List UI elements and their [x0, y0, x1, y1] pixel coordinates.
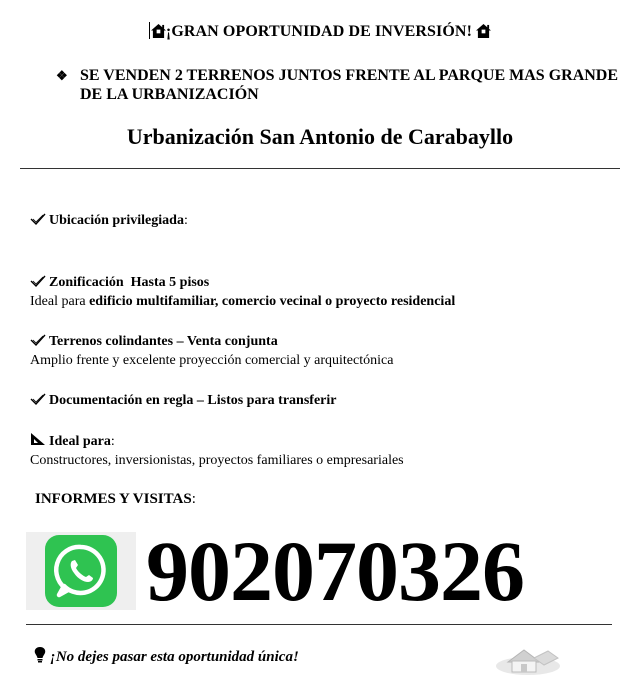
lightbulb-icon — [34, 647, 46, 663]
diamond-bullet-icon: ❖ — [56, 68, 68, 83]
house-icon — [151, 24, 166, 38]
item-ideal — [30, 433, 630, 470]
sale-announcement — [56, 66, 626, 104]
check-icon — [30, 334, 46, 346]
item-terrenos — [30, 333, 630, 370]
sale-announcement-text: SE VENDEN 2 TERRENOS JUNTOS FRENTE AL PARQUE MAS GRANDE DE LA URBANIZACIÓN — [80, 67, 619, 103]
item-ubicacion-colon: : — [183, 213, 188, 228]
footer-message — [34, 647, 299, 666]
item-zonificacion-desc: edificio multifamiliar, comercio vecinal o proyecto residencial — [89, 294, 456, 309]
divider — [20, 168, 620, 169]
location-subtitle: Urbanización San Antonio de Carabayllo — [126, 124, 514, 149]
item-zonificacion-label: Zonificación Hasta 5 pisos — [49, 275, 210, 290]
whatsapp-icon — [45, 535, 117, 607]
item-ideal-colon: : — [110, 434, 115, 449]
page-title — [0, 22, 640, 41]
item-documentacion — [30, 392, 630, 410]
whatsapp-logo-box — [26, 532, 136, 610]
item-zonificacion — [30, 274, 630, 311]
item-terrenos-label: Terrenos colindantes – Venta conjunta — [49, 334, 278, 349]
contact-heading-text: INFORMES Y VISITAS — [35, 491, 192, 507]
check-icon — [30, 393, 46, 405]
check-icon — [30, 213, 46, 225]
item-ideal-desc: Constructores, inversionistas, proyectos familiares o empresariales — [30, 453, 404, 468]
contact-heading-colon: : — [191, 491, 196, 507]
item-ubicacion — [30, 212, 630, 230]
triangle-ruler-icon — [30, 433, 46, 446]
check-icon — [30, 275, 46, 287]
item-zonificacion-desc-prefix: Ideal para — [30, 294, 90, 309]
phone-number: 902070326 — [146, 523, 524, 619]
item-ideal-label: Ideal para — [49, 434, 111, 449]
house-icon — [476, 24, 491, 38]
title-text: ¡GRAN OPORTUNIDAD DE INVERSIÓN! — [165, 23, 472, 40]
footer-text: ¡No dejes pasar esta oportunidad única! — [50, 649, 299, 665]
contact-heading — [35, 491, 196, 508]
item-ubicacion-label: Ubicación privilegiada — [49, 213, 184, 228]
text-cursor — [149, 22, 150, 39]
house-logo-icon — [494, 638, 564, 678]
item-terrenos-desc: Amplio frente y excelente proyección comercial y arquitectónica — [30, 353, 394, 368]
item-documentacion-label: Documentación en regla – Listos para transferir — [49, 393, 337, 408]
divider — [26, 624, 612, 625]
